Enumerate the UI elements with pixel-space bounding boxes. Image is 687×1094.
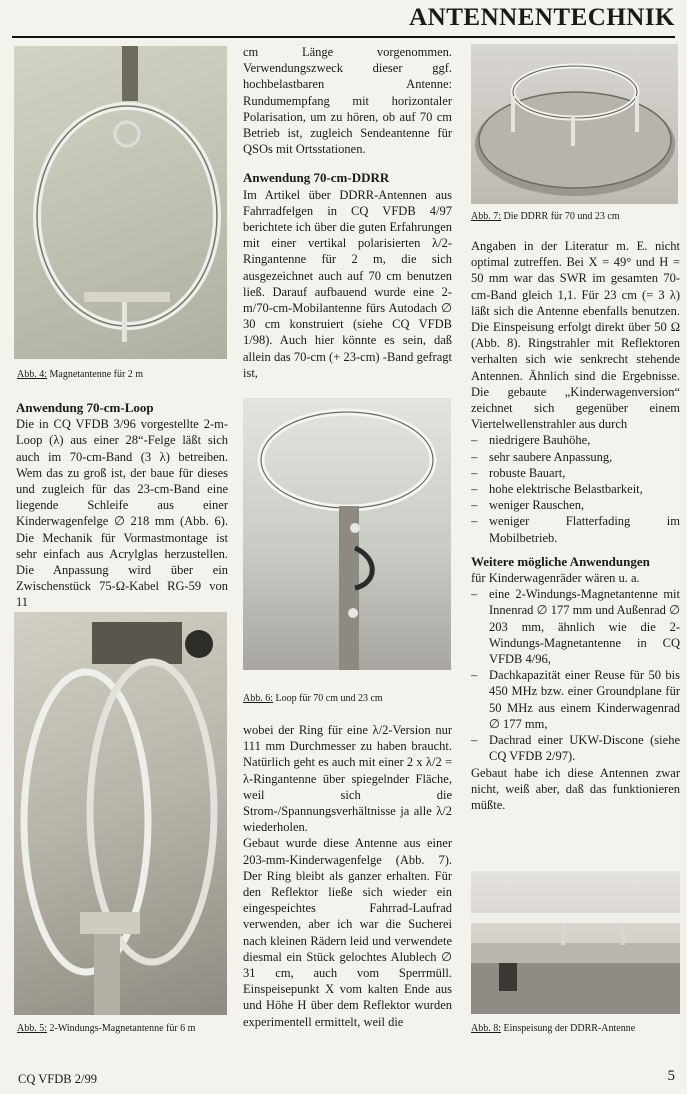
list-item: – weniger Flatterfading im Mobilbetrieb.	[471, 513, 680, 545]
caption-abb7-label: Abb. 7:	[471, 211, 501, 222]
caption-abb6	[243, 693, 383, 704]
list-item: – Dachrad einer UKW-Discone (siehe CQ VFDB 2/97).	[471, 732, 680, 764]
section-title: ANTENNENTECHNIK	[409, 4, 675, 31]
caption-abb4-label: Abb. 4:	[17, 369, 47, 380]
column-3-text	[471, 238, 680, 813]
heading-70cm-loop: Anwendung 70-cm-Loop	[16, 400, 154, 415]
list-item: – Dachkapazität einer Reuse für 50 bis 450 MHz bzw. einer Groundplane für 50 MHz aus einem Kinderwagenrad ∅ 177 mm,	[471, 667, 680, 732]
col3-list-applications	[471, 586, 680, 764]
caption-abb8-text: Einspeisung der DDRR-Antenne	[501, 1023, 636, 1034]
photo-ddrr-feed	[471, 871, 680, 1014]
col1-paragraph: Die in CQ VFDB 3/96 vorgestellte 2-m-Loop (λ) aus einer 28“-Felge läßt sich auch im 70-cm-Band (3 λ) betreiben. Wem das zu groß ist, der baue für dieses und zugleich für das 23-cm-Band eine liegende Schleife aus einer Kinderwagenfelge ∅ 218 mm (Abb. 6). Die Mechanik für Vormastmontage ist sehr einfach aus Acrylglas herzustellen. Die Anpassung wird über ein Zwischenstück 75-Ω-Kabel RG-59 von 11	[16, 417, 228, 610]
heading-70cm-ddrr: Anwendung 70-cm-DDRR	[243, 170, 390, 186]
caption-abb5-text: 2-Windungs-Magnetantenne für 6 m	[47, 1023, 196, 1034]
list-item: – robuste Bauart,	[471, 465, 680, 481]
list-item: – eine 2-Windungs-Magnetantenne mit Innenrad ∅ 177 mm und Außenrad ∅ 203 mm, ähnlich wie die 2-Windungs-Magnetantenne in CQ VFDB 4/96,	[471, 586, 680, 667]
caption-abb7-text: Die DDRR für 70 und 23 cm	[501, 211, 620, 222]
list-item: – sehr saubere Anpassung,	[471, 449, 680, 465]
col2-paragraph-2: Im Artikel über DDRR-Antennen aus Fahrradfelgen in CQ VFDB 4/97 berichtete ich über die guten Erfahrungen mit einer vertikal polarisierten λ/2-Ringantenne für 2 m, die sich ausgezeichnet auch auf 70 cm benutzen ließ. Darauf aufbauend wurde eine 2-m/70-cm-Mobilantenne fürs Autodach ∅ 30 cm konstruiert (siehe CQ VFDB 1/98). Auch hier könnte es sein, daß allein das 70-cm (+ 23-cm) -Band gefragt ist,	[243, 187, 452, 380]
col3-list-advantages	[471, 432, 680, 545]
caption-abb4-text: Magnetantenne für 2 m	[47, 369, 144, 380]
journal-footer: CQ VFDB 2/99	[18, 1072, 97, 1086]
caption-abb7	[471, 211, 620, 222]
col3-paragraph-2: für Kinderwagenräder wären u. a.	[471, 571, 640, 586]
caption-abb5-label: Abb. 5:	[17, 1023, 47, 1034]
photo-ddrr-70-23cm	[471, 44, 678, 204]
col3-paragraph-1: Angaben in der Literatur m. E. nicht optimal zutreffen. Bei X = 49° und H = 50 mm war das SWR im gesamten 70-cm-Band gleich 1,1. Für 23 cm (= 3 λ) läßt sich die Antenne ebenfalls benutzen. Die Einspeisung erfolgt direkt über 50 Ω (Abb. 8). Ringstrahler mit Reflektoren verhalten sich wie senkrecht stehende Antennen. Ähnlich sind die Ergebnisse. Die gebaute „Kinderwagenversion“ zeichnet sich gegenüber einem Viertelwellenstrahler aus durch	[471, 239, 680, 432]
column-1-text	[16, 400, 228, 611]
caption-abb6-label: Abb. 6:	[243, 693, 273, 704]
caption-abb8-label: Abb. 8:	[471, 1023, 501, 1034]
column-2-text-top	[243, 44, 452, 381]
photo-loop-70cm-23cm	[243, 398, 451, 670]
list-item: – hohe elektrische Belastbarkeit,	[471, 481, 680, 497]
col2-paragraph-1: cm Länge vorgenommen. Verwendungszweck dieser ggf. hochbelastbaren Antenne: Rundumempfang mit horizontaler Polarisation, um zu hören, ob auf 70 cm Betrieb ist, zugleich Sendeantenne für QSOs mit Ortsstationen.	[243, 45, 452, 157]
caption-abb5	[17, 1023, 195, 1034]
list-item: – weniger Rauschen,	[471, 497, 680, 513]
header-rule	[12, 36, 675, 38]
photo-2-turn-magnetic-antenna-6m	[14, 612, 227, 1015]
photo-magnetic-antenna-2m	[14, 46, 227, 359]
caption-abb4	[17, 369, 143, 380]
caption-abb8	[471, 1023, 635, 1034]
list-item: – niedrigere Bauhöhe,	[471, 432, 680, 448]
caption-abb6-text: Loop für 70 cm und 23 cm	[273, 693, 383, 704]
column-2-text-bottom	[243, 722, 452, 1030]
page-number: 5	[667, 1068, 675, 1084]
heading-further-applications: Weitere mögliche Anwendungen	[471, 553, 650, 569]
col3-paragraph-3: Gebaut habe ich diese Antennen zwar nicht, weiß aber, daß das funktionieren müßte.	[471, 765, 680, 812]
col2-paragraph-3: wobei der Ring für eine λ/2-Version nur 111 mm Durchmesser zu haben braucht. Natürlich geht es auch mit einer 2 x λ/2 = λ-Ringantenne über spiegelnder Fläche, weil sich die Strom-/Spannungsverhältnisse ja alle λ/2 wiederholen.	[243, 723, 452, 835]
col2-paragraph-4: Gebaut wurde diese Antenne aus einer 203-mm-Kinderwagenfelge (Abb. 7). Der Ring bleibt als ganzer erhalten. Für den Reflektor ließe sich wieder ein eingespeichtes Fahrrad-Laufrad verwenden, aber ich war die Sucherei nach kleinen Rädern leid und verwendete diesmal ein Stück gelochtes Alublech ∅ 31 cm, auch vom Sperrmüll. Einspeisepunkt X vom kalten Ende aus und Höhe H über dem Reflektor wurden experimentell ermittelt, weil die	[243, 836, 452, 1029]
